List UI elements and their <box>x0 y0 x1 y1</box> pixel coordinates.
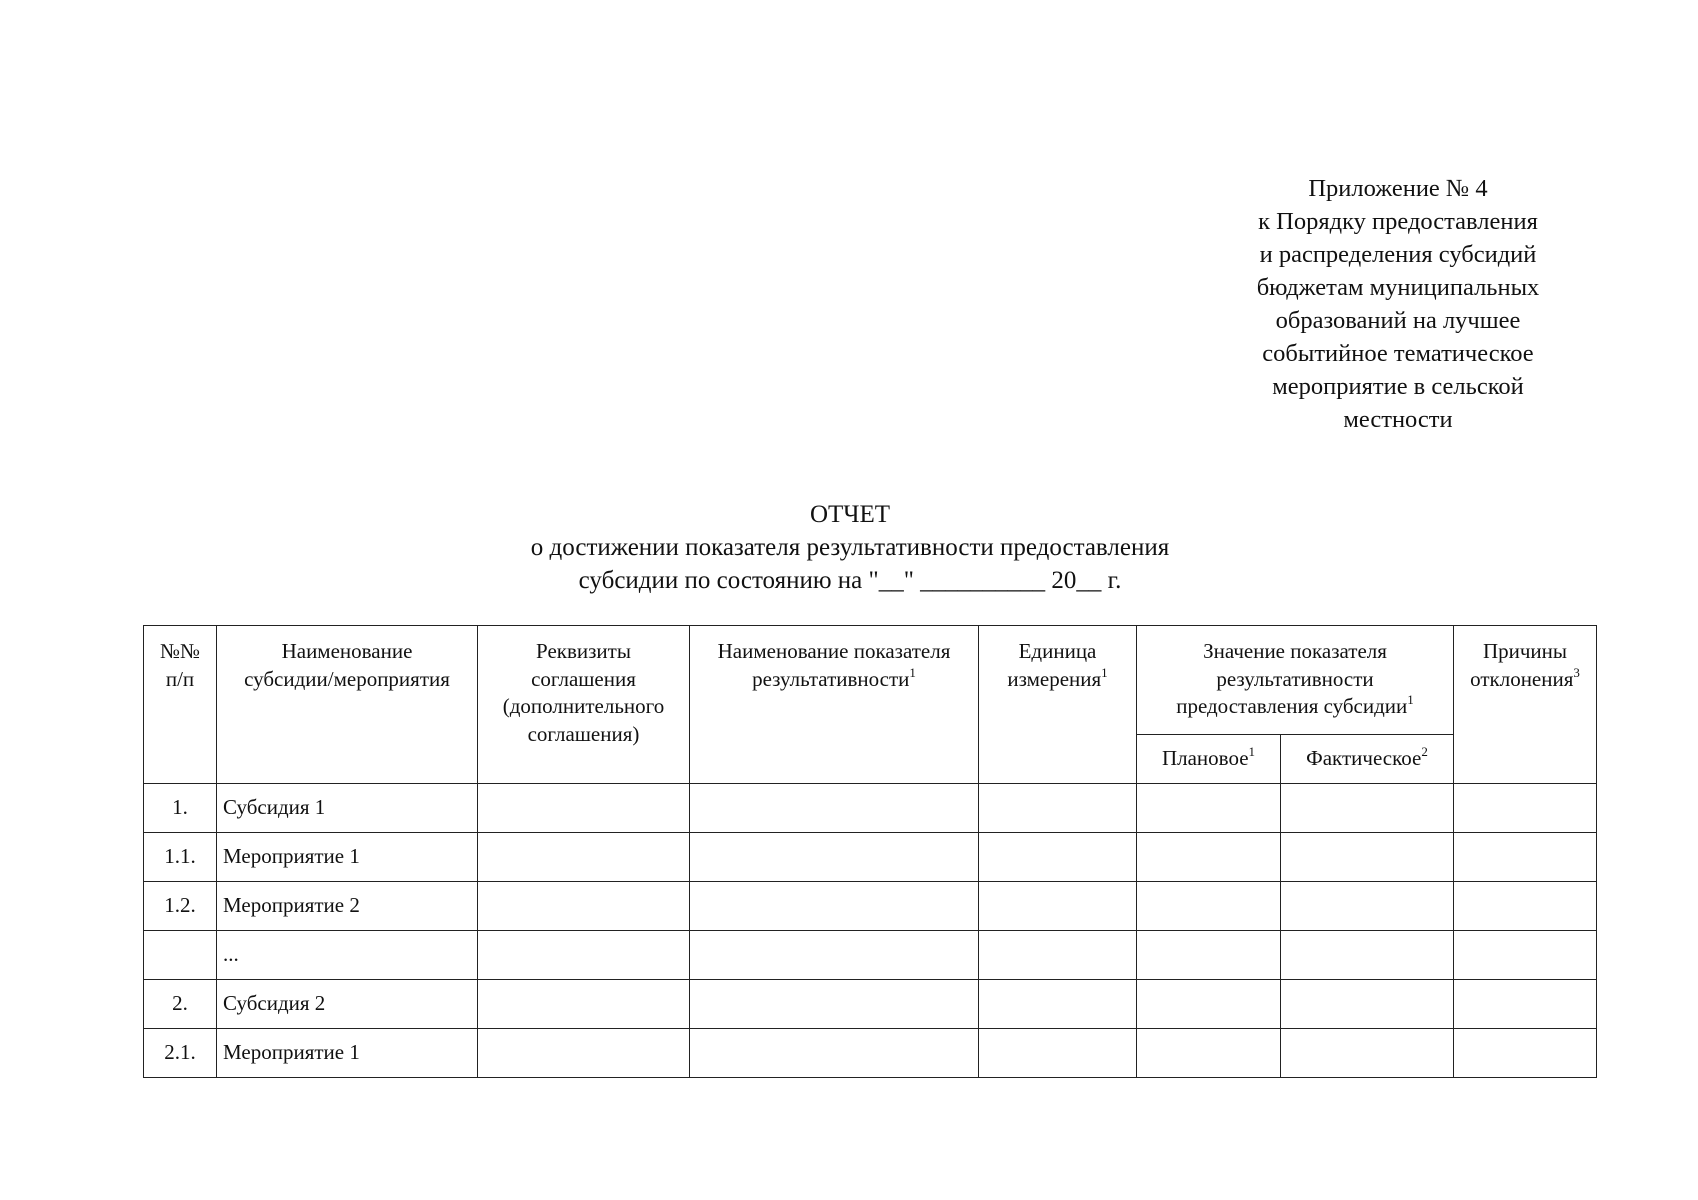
report-date-line: субсидии по состоянию на "__" __________ 20__ г. <box>578 567 1122 594</box>
empty-cell <box>979 833 1137 882</box>
row-number: 1.2. <box>144 882 217 931</box>
row-name: Мероприятие 2 <box>217 882 478 931</box>
appendix-line: бюджетам муниципальных <box>1256 274 1540 301</box>
empty-cell <box>478 784 690 833</box>
empty-cell <box>979 882 1137 931</box>
header-agreement-details <box>478 626 690 784</box>
empty-cell <box>478 882 690 931</box>
empty-cell <box>1281 931 1454 980</box>
empty-cell <box>690 833 979 882</box>
header-text: измерения <box>1007 666 1102 691</box>
row-number: 1. <box>144 784 217 833</box>
header-planned <box>1137 735 1281 784</box>
header-text: п/п <box>165 666 195 691</box>
footnote-ref: 1 <box>1248 744 1256 760</box>
header-text: Реквизиты <box>536 639 631 663</box>
empty-cell <box>1281 882 1454 931</box>
empty-cell <box>690 784 979 833</box>
empty-cell <box>690 1029 979 1078</box>
header-indicator-name <box>690 626 979 784</box>
report-subtitle: о достижении показателя результативности предоставления <box>530 534 1170 561</box>
header-text <box>979 666 1136 694</box>
empty-cell <box>1454 833 1597 882</box>
empty-cell <box>690 931 979 980</box>
header-actual <box>1281 735 1454 784</box>
appendix-line: местности <box>1343 406 1453 433</box>
empty-cell <box>478 931 690 980</box>
report-table <box>143 625 1597 1078</box>
row-name: Мероприятие 1 <box>217 1029 478 1078</box>
empty-cell <box>1137 833 1281 882</box>
header-text: №№ <box>159 639 201 663</box>
header-text <box>1137 693 1453 721</box>
footnote-ref: 1 <box>1407 692 1414 707</box>
empty-cell <box>1281 833 1454 882</box>
header-num <box>144 626 217 784</box>
row-name: Субсидия 1 <box>217 784 478 833</box>
header-text: Причины <box>1482 639 1568 663</box>
empty-cell <box>1281 784 1454 833</box>
table-row <box>144 833 1597 882</box>
row-number: 2. <box>144 980 217 1029</box>
empty-cell <box>478 833 690 882</box>
header-deviation-reasons <box>1454 626 1597 784</box>
appendix-line: образований на лучшее <box>1275 307 1521 334</box>
table-row <box>144 882 1597 931</box>
header-text: Фактическое <box>1306 746 1422 771</box>
empty-cell <box>1454 931 1597 980</box>
table-row <box>144 980 1597 1029</box>
appendix-line: событийное тематическое <box>1262 340 1534 367</box>
header-text <box>690 666 978 694</box>
empty-cell <box>478 1029 690 1078</box>
empty-cell <box>690 980 979 1029</box>
header-text: Единица <box>1018 639 1097 663</box>
empty-cell <box>478 980 690 1029</box>
empty-cell <box>979 980 1137 1029</box>
table-row <box>144 931 1597 980</box>
row-number <box>144 931 217 980</box>
empty-cell <box>1281 1029 1454 1078</box>
empty-cell <box>1137 1029 1281 1078</box>
empty-cell <box>979 784 1137 833</box>
footnote-ref: 1 <box>1101 664 1108 680</box>
empty-cell <box>1137 784 1281 833</box>
appendix-block <box>1218 172 1578 436</box>
header-text <box>1454 666 1596 694</box>
header-text: предоставления субсидии <box>1176 694 1408 718</box>
header-unit <box>979 626 1137 784</box>
footnote-ref: 1 <box>909 664 916 680</box>
empty-cell <box>1281 980 1454 1029</box>
report-heading <box>380 498 1320 597</box>
table-row <box>144 1029 1597 1078</box>
empty-cell <box>690 882 979 931</box>
table-row <box>144 784 1597 833</box>
report-title: ОТЧЕТ <box>809 501 891 528</box>
appendix-line: Приложение № 4 <box>1308 175 1488 202</box>
empty-cell <box>979 1029 1137 1078</box>
row-name: ... <box>217 931 478 980</box>
header-text: результативности <box>1216 666 1374 691</box>
appendix-line: к Порядку предоставления <box>1258 208 1538 235</box>
empty-cell <box>1454 980 1597 1029</box>
row-name: Субсидия 2 <box>217 980 478 1029</box>
header-text: соглашения) <box>527 721 640 746</box>
empty-cell <box>1454 784 1597 833</box>
header-text: (дополнительного <box>502 694 665 718</box>
appendix-line: мероприятие в сельской <box>1272 373 1524 400</box>
empty-cell <box>1454 882 1597 931</box>
row-number: 1.1. <box>144 833 217 882</box>
row-name: Мероприятие 1 <box>217 833 478 882</box>
header-text: результативности <box>752 666 910 691</box>
header-indicator-value <box>1137 626 1454 735</box>
header-text: Плановое <box>1161 746 1249 771</box>
empty-cell <box>1454 1029 1597 1078</box>
empty-cell <box>1137 882 1281 931</box>
table-header-row <box>144 626 1597 735</box>
footnote-ref: 2 <box>1421 744 1428 760</box>
appendix-line: и распределения субсидий <box>1259 241 1537 268</box>
header-text: Наименование показателя <box>717 639 951 663</box>
header-text: субсидии/мероприятия <box>244 666 450 691</box>
header-name <box>217 626 478 784</box>
header-text: Наименование <box>281 639 413 663</box>
row-number: 2.1. <box>144 1029 217 1078</box>
header-text: Значение показателя <box>1203 639 1387 663</box>
empty-cell <box>979 931 1137 980</box>
empty-cell <box>1137 980 1281 1029</box>
footnote-ref: 3 <box>1573 664 1580 680</box>
empty-cell <box>1137 931 1281 980</box>
header-text: соглашения <box>531 666 636 691</box>
header-text: отклонения <box>1470 666 1574 691</box>
